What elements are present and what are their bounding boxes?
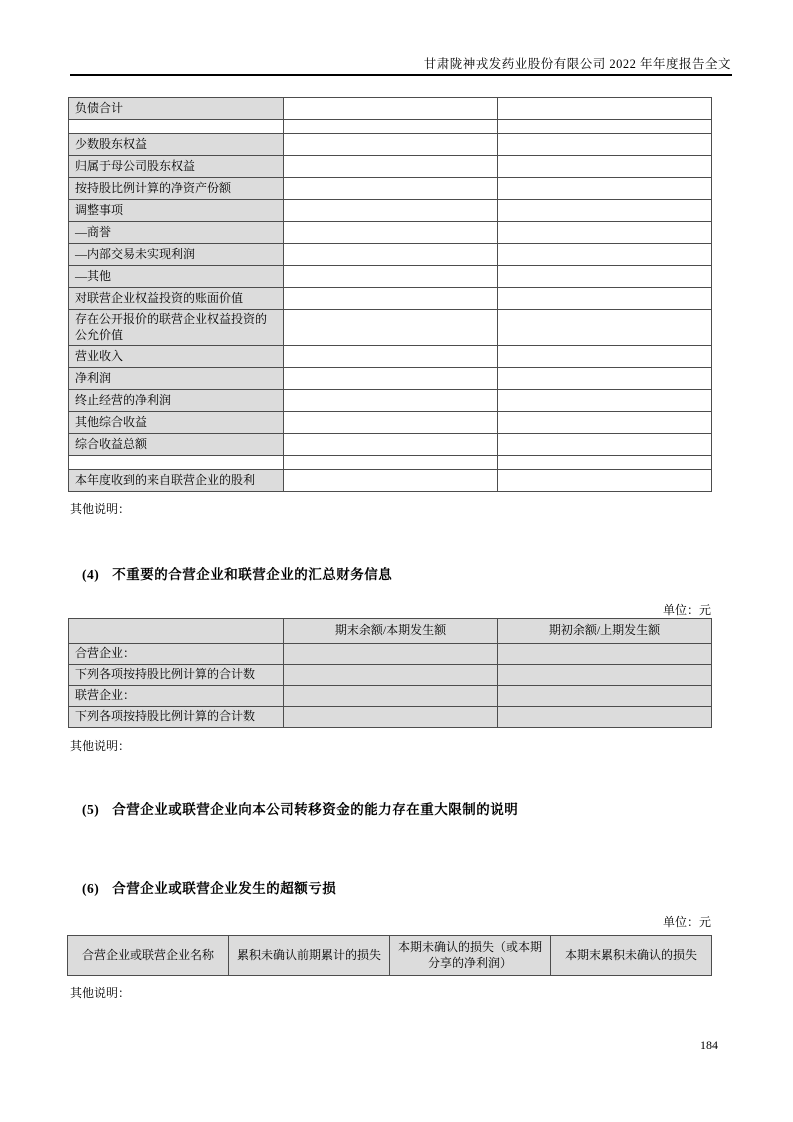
header-cell: 本期末累积未确认的损失 — [551, 936, 712, 976]
table-row — [69, 456, 712, 470]
value-cell — [498, 368, 712, 390]
value-cell — [498, 98, 712, 120]
value-cell — [284, 244, 498, 266]
row-label-cell: 下列各项按持股比例计算的合计数 — [69, 707, 284, 728]
table-row — [69, 644, 712, 665]
table-row — [69, 707, 712, 728]
value-cell — [284, 120, 498, 134]
header-cell — [69, 619, 284, 644]
table-row — [69, 412, 712, 434]
table-row — [69, 390, 712, 412]
value-cell — [284, 222, 498, 244]
table-row — [69, 120, 712, 134]
table-row — [69, 346, 712, 368]
row-label-cell: 负债合计 — [69, 98, 284, 120]
value-cell — [284, 665, 498, 686]
value-cell — [498, 470, 712, 492]
header-cell: 期末余额/本期发生额 — [284, 619, 498, 644]
row-label-cell: 存在公开报价的联营企业权益投资的公允价值 — [69, 310, 284, 346]
table-row — [69, 98, 712, 120]
table-row — [69, 470, 712, 492]
section4-heading — [82, 563, 392, 583]
value-cell — [498, 288, 712, 310]
other-note-label: 其他说明： — [70, 986, 131, 1000]
row-label-cell: 本年度收到的来自联营企业的股利 — [69, 470, 284, 492]
row-label-cell: 合营企业： — [69, 644, 284, 665]
row-label-cell: 净利润 — [69, 368, 284, 390]
row-label-cell: 对联营企业权益投资的账面价值 — [69, 288, 284, 310]
unit-label: 单位：元 — [662, 915, 711, 929]
row-label-cell — [69, 456, 284, 470]
row-label-cell: 少数股东权益 — [69, 134, 284, 156]
value-cell — [284, 266, 498, 288]
row-label-cell: 联营企业： — [69, 686, 284, 707]
table-row — [69, 368, 712, 390]
table-row — [69, 200, 712, 222]
value-cell — [498, 244, 712, 266]
table-row — [69, 686, 712, 707]
table-row — [69, 665, 712, 686]
value-cell — [284, 686, 498, 707]
row-label-cell: 调整事项 — [69, 200, 284, 222]
excess-losses-table — [67, 935, 712, 976]
table-row — [69, 156, 712, 178]
value-cell — [284, 644, 498, 665]
value-cell — [284, 368, 498, 390]
table-header-row — [68, 936, 712, 976]
table-row — [69, 222, 712, 244]
value-cell — [498, 707, 712, 728]
value-cell — [498, 346, 712, 368]
table-header-row — [69, 619, 712, 644]
table-row — [69, 244, 712, 266]
summary-financial-table — [68, 97, 712, 492]
header-divider-rule — [70, 74, 732, 76]
value-cell — [498, 665, 712, 686]
value-cell — [284, 98, 498, 120]
value-cell — [284, 470, 498, 492]
value-cell — [498, 412, 712, 434]
value-cell — [284, 310, 498, 346]
page-number: 184 — [700, 1038, 718, 1052]
value-cell — [498, 456, 712, 470]
other-note-label: 其他说明： — [70, 502, 131, 516]
value-cell — [284, 346, 498, 368]
section6-number: (6) — [82, 881, 100, 896]
row-label-cell: 营业收入 — [69, 346, 284, 368]
value-cell — [498, 120, 712, 134]
value-cell — [284, 156, 498, 178]
value-cell — [498, 434, 712, 456]
value-cell — [498, 310, 712, 346]
row-label-cell: 其他综合收益 — [69, 412, 284, 434]
value-cell — [498, 222, 712, 244]
table-row — [69, 134, 712, 156]
value-cell — [498, 178, 712, 200]
unit-label: 单位：元 — [662, 603, 711, 617]
value-cell — [284, 178, 498, 200]
section4-number: (4) — [82, 567, 100, 582]
value-cell — [284, 434, 498, 456]
value-cell — [284, 707, 498, 728]
value-cell — [284, 456, 498, 470]
row-label-cell — [69, 120, 284, 134]
section5-title: 合营企业或联营企业向本公司转移资金的能力存在重大限制的说明 — [112, 802, 519, 817]
value-cell — [498, 644, 712, 665]
value-cell — [284, 134, 498, 156]
value-cell — [284, 200, 498, 222]
value-cell — [284, 288, 498, 310]
table-row — [69, 310, 712, 346]
section4-title: 不重要的合营企业和联营企业的汇总财务信息 — [112, 567, 393, 582]
other-note-label: 其他说明： — [70, 739, 131, 753]
row-label-cell: 下列各项按持股比例计算的合计数 — [69, 665, 284, 686]
value-cell — [498, 686, 712, 707]
section5-number: (5) — [82, 802, 100, 817]
header-cell: 期初余额/上期发生额 — [498, 619, 712, 644]
header-cell: 本期未确认的损失（或本期分享的净利润） — [390, 936, 551, 976]
row-label-cell: 终止经营的净利润 — [69, 390, 284, 412]
value-cell — [498, 266, 712, 288]
summarized-balances-table — [68, 618, 712, 728]
header-cell: 合营企业或联营企业名称 — [68, 936, 229, 976]
table-row — [69, 434, 712, 456]
row-label-cell: —内部交易未实现利润 — [69, 244, 284, 266]
table-row — [69, 178, 712, 200]
report-header-title: 甘肃陇神戎发药业股份有限公司 2022 年年度报告全文 — [423, 57, 731, 71]
header-cell: 累积未确认前期累计的损失 — [229, 936, 390, 976]
section5-heading — [82, 798, 518, 818]
section6-title: 合营企业或联营企业发生的超额亏损 — [112, 881, 337, 896]
row-label-cell: —商誉 — [69, 222, 284, 244]
value-cell — [498, 390, 712, 412]
table-row — [69, 288, 712, 310]
row-label-cell: 综合收益总额 — [69, 434, 284, 456]
row-label-cell: —其他 — [69, 266, 284, 288]
value-cell — [498, 156, 712, 178]
table-row — [69, 266, 712, 288]
value-cell — [498, 134, 712, 156]
value-cell — [284, 390, 498, 412]
row-label-cell: 归属于母公司股东权益 — [69, 156, 284, 178]
section6-heading — [82, 877, 336, 897]
value-cell — [498, 200, 712, 222]
value-cell — [284, 412, 498, 434]
row-label-cell: 按持股比例计算的净资产份额 — [69, 178, 284, 200]
